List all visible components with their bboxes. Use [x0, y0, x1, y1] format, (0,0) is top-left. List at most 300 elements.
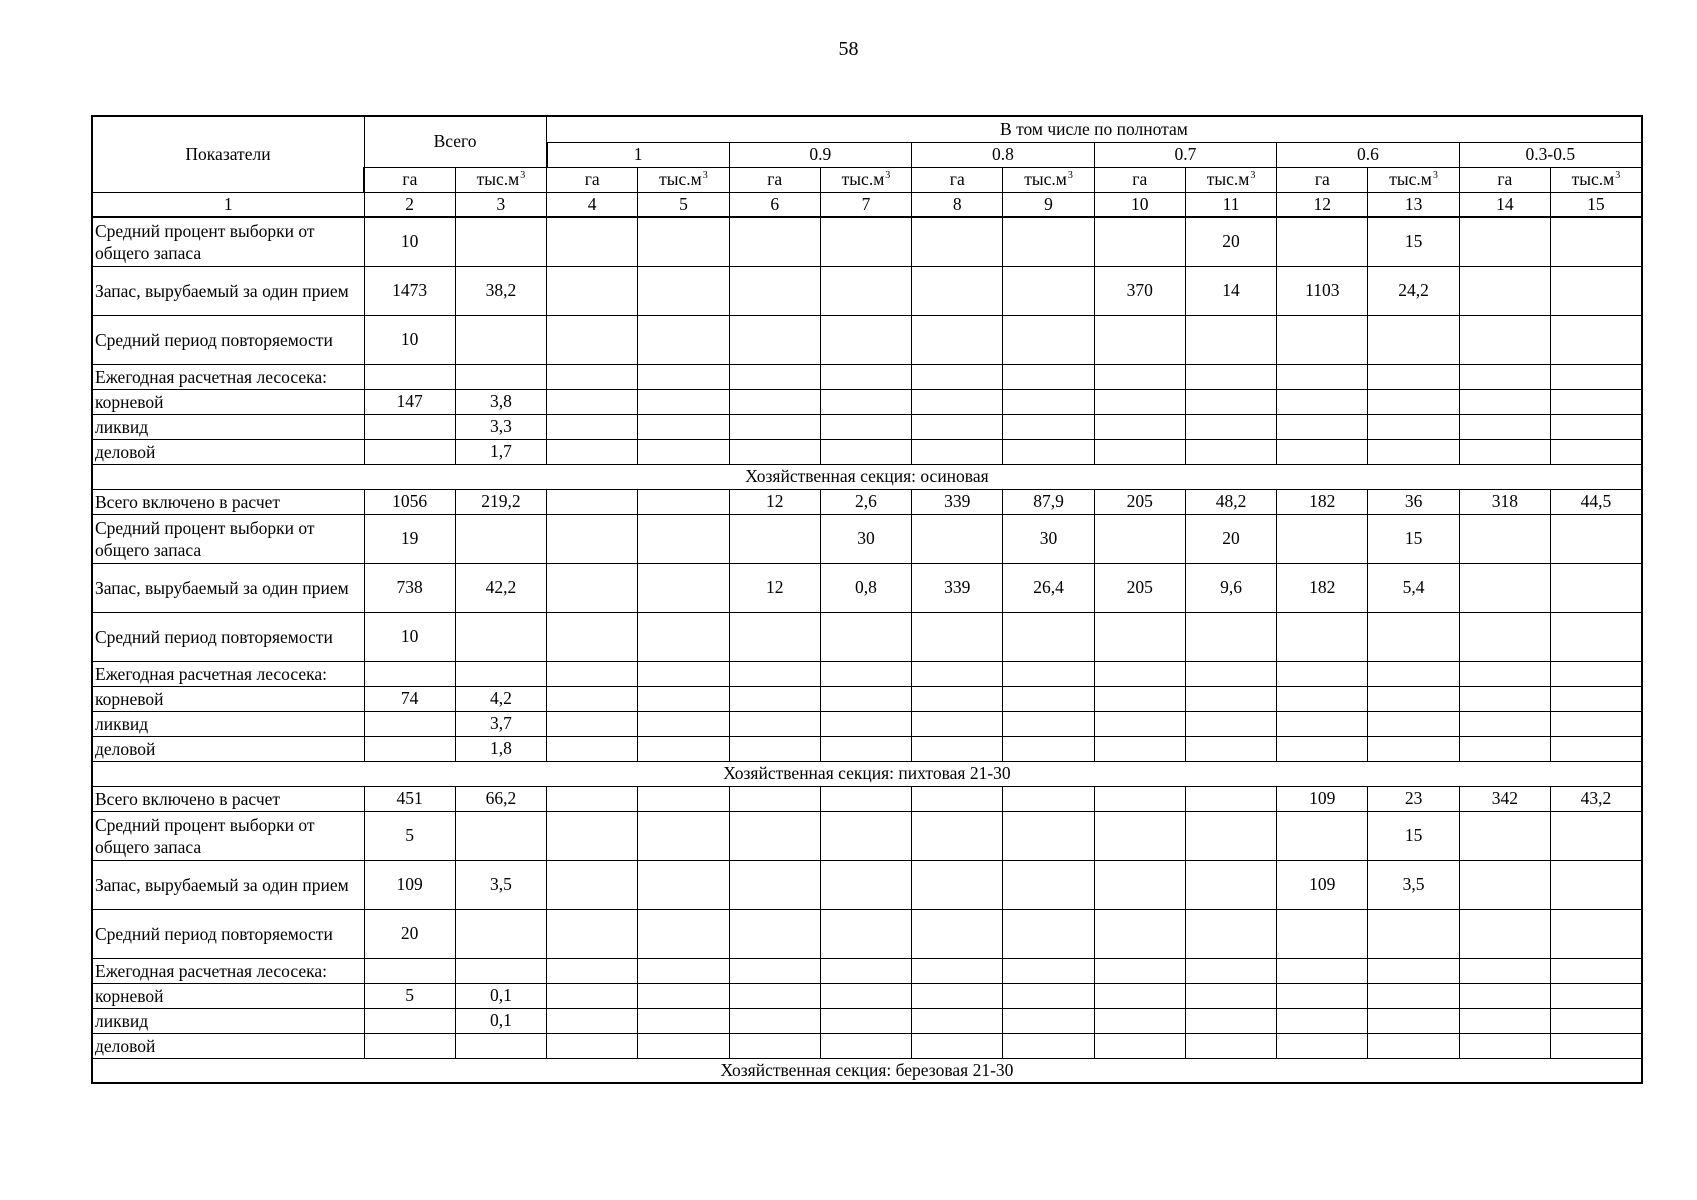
- table-cell: [912, 786, 1003, 811]
- table-cell: [1368, 909, 1459, 958]
- table-row: [92, 661, 1642, 686]
- table-cell: [364, 958, 455, 983]
- table-cell: [1368, 1033, 1459, 1058]
- table-cell: [912, 686, 1003, 711]
- table-cell: [729, 958, 820, 983]
- table-cell: 15: [1368, 514, 1459, 563]
- table-cell: [1003, 266, 1094, 315]
- table-cell: [638, 686, 729, 711]
- table-row: [92, 439, 1642, 464]
- table-cell: [820, 612, 911, 661]
- table-cell: [820, 958, 911, 983]
- unit-volume: [1185, 167, 1276, 192]
- unit-volume-text: тыс.м: [841, 169, 885, 189]
- table-cell: [912, 983, 1003, 1008]
- table-cell: [1185, 958, 1276, 983]
- table-cell: [1094, 1033, 1185, 1058]
- section-title: Хозяйственная секция: осиновая: [92, 464, 1642, 489]
- table-cell: [1459, 983, 1550, 1008]
- table-cell: [912, 1033, 1003, 1058]
- row-label: Запас, вырубаемый за один прием: [92, 563, 364, 612]
- unit-volume-exponent: 3: [1067, 170, 1073, 181]
- table-cell: [1459, 266, 1550, 315]
- table-cell: 1056: [364, 489, 455, 514]
- column-number: 5: [638, 192, 729, 217]
- table-cell: 3,3: [455, 414, 546, 439]
- row-label: Средний период повторяемости: [92, 612, 364, 661]
- table-cell: [729, 364, 820, 389]
- table-cell: [638, 389, 729, 414]
- table-cell: [1277, 1008, 1368, 1033]
- table-cell: [1459, 1033, 1550, 1058]
- table-row: [92, 563, 1642, 612]
- table-cell: [1094, 736, 1185, 761]
- table-cell: [1459, 315, 1550, 364]
- section-row: [92, 761, 1642, 786]
- table-cell: [1003, 612, 1094, 661]
- table-cell: [1094, 514, 1185, 563]
- table-cell: [729, 315, 820, 364]
- table-cell: [1550, 711, 1641, 736]
- table-cell: [1459, 217, 1550, 266]
- table-cell: [1003, 389, 1094, 414]
- table-cell: 24,2: [1368, 266, 1459, 315]
- table-cell: 147: [364, 389, 455, 414]
- table-cell: [729, 1033, 820, 1058]
- table-cell: 87,9: [1003, 489, 1094, 514]
- unit-ha: га: [1094, 167, 1185, 192]
- table-cell: [729, 860, 820, 909]
- table-cell: [820, 711, 911, 736]
- table-row: [92, 414, 1642, 439]
- table-cell: [912, 661, 1003, 686]
- table-cell: 318: [1459, 489, 1550, 514]
- row-label: деловой: [92, 1033, 364, 1058]
- unit-volume-text: тыс.м: [476, 169, 520, 189]
- table-cell: [729, 983, 820, 1008]
- table-cell: 109: [364, 860, 455, 909]
- table-cell: [1459, 414, 1550, 439]
- table-cell: [912, 389, 1003, 414]
- table-row: [92, 1008, 1642, 1033]
- table-cell: [820, 983, 911, 1008]
- table-cell: [638, 414, 729, 439]
- column-number: 2: [364, 192, 455, 217]
- table-cell: [1459, 389, 1550, 414]
- table-cell: [912, 909, 1003, 958]
- table-cell: [1459, 860, 1550, 909]
- column-number: 6: [729, 192, 820, 217]
- table-cell: [638, 514, 729, 563]
- table-row: [92, 489, 1642, 514]
- unit-volume-text: тыс.м: [1206, 169, 1250, 189]
- table-row: [92, 612, 1642, 661]
- table-cell: [547, 414, 638, 439]
- table-cell: [547, 736, 638, 761]
- table-cell: [1550, 612, 1641, 661]
- table-cell: 15: [1368, 217, 1459, 266]
- table-cell: [729, 736, 820, 761]
- table-row: [92, 711, 1642, 736]
- table-cell: [1368, 983, 1459, 1008]
- table-cell: [547, 389, 638, 414]
- table-cell: [1550, 983, 1641, 1008]
- unit-volume: [1003, 167, 1094, 192]
- table-cell: [1550, 1033, 1641, 1058]
- table-row: [92, 860, 1642, 909]
- table-cell: [1550, 811, 1641, 860]
- table-cell: [1003, 736, 1094, 761]
- row-label: Средний период повторяемости: [92, 909, 364, 958]
- table-cell: [912, 364, 1003, 389]
- table-cell: [1185, 736, 1276, 761]
- table-cell: [1550, 389, 1641, 414]
- table-cell: [820, 661, 911, 686]
- table-cell: [1550, 414, 1641, 439]
- section-title: Хозяйственная секция: пихтовая 21-30: [92, 761, 1642, 786]
- table-cell: [1368, 364, 1459, 389]
- table-cell: 1,7: [455, 439, 546, 464]
- row-label: Запас, вырубаемый за один прием: [92, 860, 364, 909]
- row-label: Средний период повторяемости: [92, 315, 364, 364]
- table-cell: [547, 661, 638, 686]
- table-cell: [1550, 860, 1641, 909]
- table-cell: 3,8: [455, 389, 546, 414]
- table-cell: [1277, 612, 1368, 661]
- table-cell: [1550, 661, 1641, 686]
- table-cell: [820, 266, 911, 315]
- table-cell: 182: [1277, 563, 1368, 612]
- table-cell: 5: [364, 811, 455, 860]
- table-cell: [638, 958, 729, 983]
- unit-volume-exponent: 3: [702, 170, 708, 181]
- unit-volume-text: тыс.м: [1571, 169, 1615, 189]
- table-cell: [1550, 1008, 1641, 1033]
- table-cell: [1185, 1008, 1276, 1033]
- table-cell: 15: [1368, 811, 1459, 860]
- table-cell: [1550, 514, 1641, 563]
- table-cell: [1003, 439, 1094, 464]
- table-cell: [1094, 439, 1185, 464]
- table-cell: 182: [1277, 489, 1368, 514]
- table-row: [92, 1033, 1642, 1058]
- table-cell: [1003, 909, 1094, 958]
- unit-volume-exponent: 3: [1250, 170, 1256, 181]
- table-row: [92, 217, 1642, 266]
- table-cell: [912, 439, 1003, 464]
- table-cell: 339: [912, 563, 1003, 612]
- table-cell: [638, 563, 729, 612]
- table-cell: 30: [820, 514, 911, 563]
- table-cell: [912, 217, 1003, 266]
- table-cell: 10: [364, 612, 455, 661]
- row-label: ликвид: [92, 414, 364, 439]
- table-cell: [364, 1033, 455, 1058]
- density-header: 0.8: [912, 142, 1095, 167]
- table-cell: [547, 1008, 638, 1033]
- table-cell: [1003, 364, 1094, 389]
- table-cell: [1185, 860, 1276, 909]
- row-label: Средний процент выборки от общего запаса: [92, 514, 364, 563]
- table-cell: [1094, 983, 1185, 1008]
- table-cell: [1185, 711, 1276, 736]
- table-cell: [638, 1008, 729, 1033]
- table-cell: 109: [1277, 786, 1368, 811]
- table-cell: 451: [364, 786, 455, 811]
- table-cell: 30: [1003, 514, 1094, 563]
- table-cell: 10: [364, 217, 455, 266]
- table-cell: [820, 686, 911, 711]
- column-number: 3: [455, 192, 546, 217]
- table-cell: [1459, 909, 1550, 958]
- table-cell: [638, 711, 729, 736]
- table-cell: [547, 266, 638, 315]
- table-cell: [1550, 736, 1641, 761]
- table-cell: 205: [1094, 563, 1185, 612]
- table-body: [92, 217, 1642, 1083]
- table-cell: [455, 364, 546, 389]
- table-row: [92, 958, 1642, 983]
- column-number: 11: [1185, 192, 1276, 217]
- table-cell: 0,1: [455, 983, 546, 1008]
- table-cell: [1094, 909, 1185, 958]
- table-cell: 370: [1094, 266, 1185, 315]
- table-cell: 2,6: [820, 489, 911, 514]
- table-cell: [1094, 217, 1185, 266]
- row-label: корневой: [92, 686, 364, 711]
- table-cell: [638, 983, 729, 1008]
- table-cell: [1550, 958, 1641, 983]
- table-cell: [455, 958, 546, 983]
- table-cell: [1459, 1008, 1550, 1033]
- table-cell: [729, 786, 820, 811]
- table-cell: 19: [364, 514, 455, 563]
- table-cell: 342: [1459, 786, 1550, 811]
- row-label: ликвид: [92, 1008, 364, 1033]
- table-cell: [1368, 958, 1459, 983]
- table-cell: [1277, 686, 1368, 711]
- table-row: [92, 364, 1642, 389]
- table-cell: [364, 661, 455, 686]
- table-cell: [547, 315, 638, 364]
- table-cell: [1185, 1033, 1276, 1058]
- table-cell: [912, 514, 1003, 563]
- density-header: 0.7: [1094, 142, 1277, 167]
- table-cell: [1277, 909, 1368, 958]
- unit-ha: га: [364, 167, 455, 192]
- table-cell: [1459, 736, 1550, 761]
- table-cell: [364, 1008, 455, 1033]
- table-cell: [547, 786, 638, 811]
- unit-volume: [1550, 167, 1641, 192]
- column-number: 14: [1459, 192, 1550, 217]
- table-cell: [364, 711, 455, 736]
- table-cell: 20: [1185, 217, 1276, 266]
- table-cell: 5,4: [1368, 563, 1459, 612]
- table-row: [92, 786, 1642, 811]
- table-cell: [1368, 661, 1459, 686]
- table-cell: [1277, 1033, 1368, 1058]
- table-row: [92, 514, 1642, 563]
- table-cell: [820, 364, 911, 389]
- table-cell: [455, 612, 546, 661]
- table-cell: [820, 786, 911, 811]
- section-row: [92, 1058, 1642, 1083]
- table-cell: 20: [1185, 514, 1276, 563]
- table-cell: 23: [1368, 786, 1459, 811]
- table-row: [92, 266, 1642, 315]
- table-cell: [1003, 1033, 1094, 1058]
- table-cell: [1094, 612, 1185, 661]
- table-cell: [1459, 514, 1550, 563]
- table-cell: [1185, 389, 1276, 414]
- page-number: 58: [838, 38, 859, 60]
- table-cell: [820, 860, 911, 909]
- row-label: Всего включено в расчет: [92, 489, 364, 514]
- column-number: 10: [1094, 192, 1185, 217]
- unit-volume: [455, 167, 546, 192]
- table-cell: [1277, 439, 1368, 464]
- table-cell: [1277, 414, 1368, 439]
- table-cell: [1003, 860, 1094, 909]
- table-cell: [1185, 661, 1276, 686]
- table-cell: [455, 1033, 546, 1058]
- table-cell: 205: [1094, 489, 1185, 514]
- table-cell: [638, 909, 729, 958]
- table-cell: 66,2: [455, 786, 546, 811]
- table-cell: [547, 489, 638, 514]
- table-cell: [547, 811, 638, 860]
- table-cell: [1368, 711, 1459, 736]
- table-cell: 14: [1185, 266, 1276, 315]
- table-cell: [1368, 612, 1459, 661]
- table-cell: 109: [1277, 860, 1368, 909]
- table-cell: 3,5: [455, 860, 546, 909]
- column-number: 12: [1277, 192, 1368, 217]
- density-header: 0.6: [1277, 142, 1460, 167]
- table-cell: 42,2: [455, 563, 546, 612]
- unit-ha: га: [729, 167, 820, 192]
- table-row: [92, 686, 1642, 711]
- table-cell: [729, 686, 820, 711]
- table-cell: [1459, 811, 1550, 860]
- table-cell: [1003, 711, 1094, 736]
- table-cell: [1003, 414, 1094, 439]
- row-label: корневой: [92, 983, 364, 1008]
- table-cell: [364, 439, 455, 464]
- table-cell: [1185, 909, 1276, 958]
- table-cell: [1185, 983, 1276, 1008]
- table-cell: [1094, 958, 1185, 983]
- table-cell: [729, 811, 820, 860]
- unit-volume-exponent: 3: [1432, 170, 1438, 181]
- table-row: [92, 736, 1642, 761]
- table-cell: [547, 686, 638, 711]
- table-cell: [1277, 661, 1368, 686]
- table-cell: [547, 958, 638, 983]
- table-cell: 3,7: [455, 711, 546, 736]
- table-cell: [1277, 711, 1368, 736]
- table-cell: [1459, 563, 1550, 612]
- table-cell: [912, 315, 1003, 364]
- table-row: [92, 983, 1642, 1008]
- row-label: Всего включено в расчет: [92, 786, 364, 811]
- table-cell: [638, 811, 729, 860]
- table-row: [92, 315, 1642, 364]
- table-cell: [729, 612, 820, 661]
- table-cell: [820, 217, 911, 266]
- table-cell: [364, 736, 455, 761]
- row-label: ликвид: [92, 711, 364, 736]
- unit-volume-exponent: 3: [1615, 170, 1621, 181]
- table-cell: 0,1: [455, 1008, 546, 1033]
- table-cell: [1003, 686, 1094, 711]
- table-cell: [1550, 563, 1641, 612]
- row-label: деловой: [92, 736, 364, 761]
- density-header: 1: [547, 142, 730, 167]
- table-cell: [1550, 315, 1641, 364]
- table-cell: [638, 489, 729, 514]
- table-cell: [912, 958, 1003, 983]
- table-cell: 43,2: [1550, 786, 1641, 811]
- table-cell: [1094, 686, 1185, 711]
- table-cell: [1368, 686, 1459, 711]
- table-cell: [912, 811, 1003, 860]
- table-cell: [1094, 315, 1185, 364]
- table-cell: [1185, 612, 1276, 661]
- table-cell: [1277, 364, 1368, 389]
- unit-volume-exponent: 3: [885, 170, 891, 181]
- density-header: 0.9: [729, 142, 912, 167]
- column-number: 7: [820, 192, 911, 217]
- table-cell: [638, 661, 729, 686]
- column-number: 1: [92, 192, 364, 217]
- unit-volume-text: тыс.м: [659, 169, 702, 189]
- table-cell: [912, 266, 1003, 315]
- table-cell: [547, 364, 638, 389]
- table-cell: 20: [364, 909, 455, 958]
- table-cell: [364, 364, 455, 389]
- table-cell: [1368, 439, 1459, 464]
- unit-volume-text: тыс.м: [1024, 169, 1067, 189]
- table-cell: [729, 266, 820, 315]
- row-label: Ежегодная расчетная лесосека:: [92, 661, 364, 686]
- table-cell: [547, 983, 638, 1008]
- table-cell: [1094, 364, 1185, 389]
- table-cell: [1550, 909, 1641, 958]
- table-cell: [820, 414, 911, 439]
- row-label: Ежегодная расчетная лесосека:: [92, 958, 364, 983]
- table-cell: [912, 711, 1003, 736]
- cutting-area-table: [91, 115, 1643, 1084]
- table-cell: 219,2: [455, 489, 546, 514]
- table-cell: 4,2: [455, 686, 546, 711]
- table-cell: [1277, 958, 1368, 983]
- table-cell: 3,5: [1368, 860, 1459, 909]
- table-cell: [547, 909, 638, 958]
- header-by-density: В том числе по полнотам: [547, 116, 1642, 142]
- table-cell: [1277, 217, 1368, 266]
- table-cell: [912, 736, 1003, 761]
- unit-volume-exponent: 3: [520, 170, 526, 181]
- table-cell: [1459, 711, 1550, 736]
- table-cell: [820, 439, 911, 464]
- unit-ha: га: [1459, 167, 1550, 192]
- row-label: Средний процент выборки от общего запаса: [92, 811, 364, 860]
- table-cell: [1185, 414, 1276, 439]
- row-label: деловой: [92, 439, 364, 464]
- table-cell: [729, 1008, 820, 1033]
